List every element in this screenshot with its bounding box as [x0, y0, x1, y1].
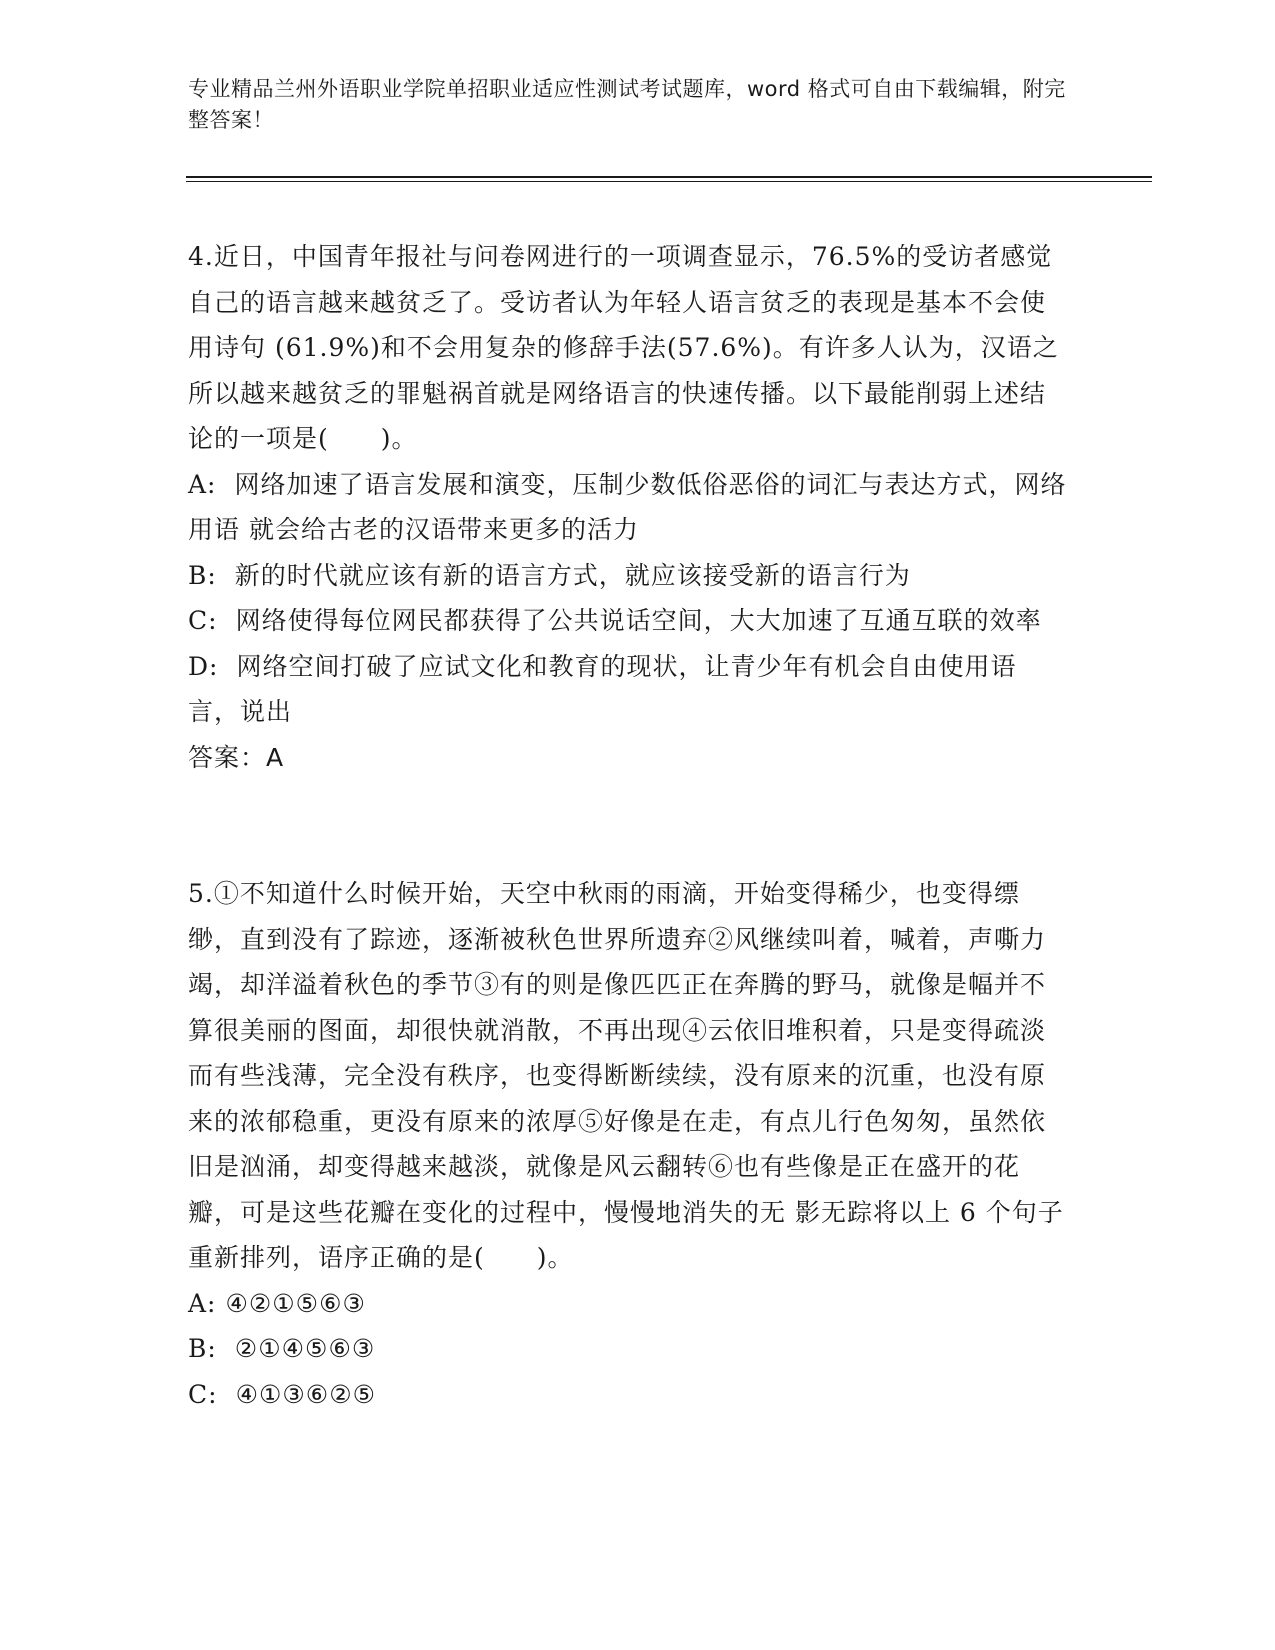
question-text: ①不知道什么时候开始，天空中秋雨的雨滴，开始变得稀少，也变得缥缈，直到没有了踪迹，逐渐被秋色世界所遗弃②风继续叫着，喊着，声嘶力竭，却洋溢着秋色的季节③有的则是像匹匹正在奔腾的野马，就像是幅并不算很美丽的图面，却很快就消散，不再出现④云依旧堆积着，只是变得疏淡而有些浅薄，完全没有秩序，也变得断断续续，没有原来的沉重，也没有原来的浓郁稳重，更没有原来的浓厚⑤好像是在走，有点儿行色匆匆，虽然依旧是汹涌，却变得越来越淡，就像是风云翻转⑥也有些像是正在盛开的花瓣，可是这些花瓣在变化的过程中，慢慢地消失的无 影无踪将以上 6 个句子重新排列，语序正确的是( )。 — [188, 879, 1064, 1272]
option-text: 新的时代就应该有新的语言方式，就应该接受新的语言行为 — [234, 560, 911, 590]
header-divider-thick — [186, 176, 1152, 178]
question-number: 5. — [188, 879, 214, 908]
option-d — [188, 644, 1068, 735]
option-text: ④②①⑤⑥③ — [225, 1288, 366, 1318]
question-4 — [188, 234, 1068, 780]
option-b — [188, 553, 1068, 599]
answer-line — [188, 735, 1068, 781]
option-text: ④①③⑥②⑤ — [235, 1379, 377, 1409]
option-key: A: — [188, 1288, 217, 1318]
question-5 — [188, 871, 1068, 1417]
option-key: D: — [188, 651, 219, 681]
option-text: 网络空间打破了应试文化和教育的现状，让青少年有机会自由使用语言，说出 — [188, 651, 1017, 726]
question-number: 4. — [188, 242, 214, 271]
option-key: C: — [188, 606, 218, 635]
page-header — [188, 74, 1068, 136]
header-text: 专业精品兰州外语职业学院单招职业适应性测试考试题库，word 格式可自由下载编辑，附完整答案！ — [188, 77, 1066, 132]
option-key: B: — [188, 1334, 217, 1363]
option-c — [188, 1372, 1068, 1418]
answer-label: 答案： — [188, 742, 267, 772]
option-text: ②①④⑤⑥③ — [234, 1334, 376, 1363]
question-stem — [188, 871, 1068, 1281]
option-text: 网络加速了语言发展和演变，压制少数低俗恶俗的词汇与表达方式，网络用语 就会给古老的汉语带来更多的活力 — [188, 469, 1067, 544]
question-text: 近日，中国青年报社与问卷网进行的一项调查显示，76.5%的受访者感觉 自己的语言越来越贫乏了。受访者认为年轻人语言贫乏的表现是基本不会使用诗句 (61.9%)和不会用复杂的修辞手法(57.6%)。有许多人认为，汉语之所以越来越贫乏的罪魁祸首就是网络语言的快速传播。以下最能削弱上述结论的一项是( )。 — [188, 242, 1059, 453]
option-a — [188, 1281, 1068, 1327]
question-stem — [188, 234, 1068, 462]
option-key: A: — [188, 469, 217, 499]
answer-value: A — [266, 742, 285, 772]
option-b — [188, 1326, 1068, 1372]
option-text: 网络使得每位网民都获得了公共说话空间，大大加速了互通互联的效率 — [235, 606, 1042, 635]
option-key: C: — [188, 1379, 218, 1409]
option-c — [188, 598, 1068, 644]
option-key: B: — [188, 560, 217, 590]
option-a — [188, 462, 1068, 553]
header-divider-thin — [186, 181, 1152, 182]
